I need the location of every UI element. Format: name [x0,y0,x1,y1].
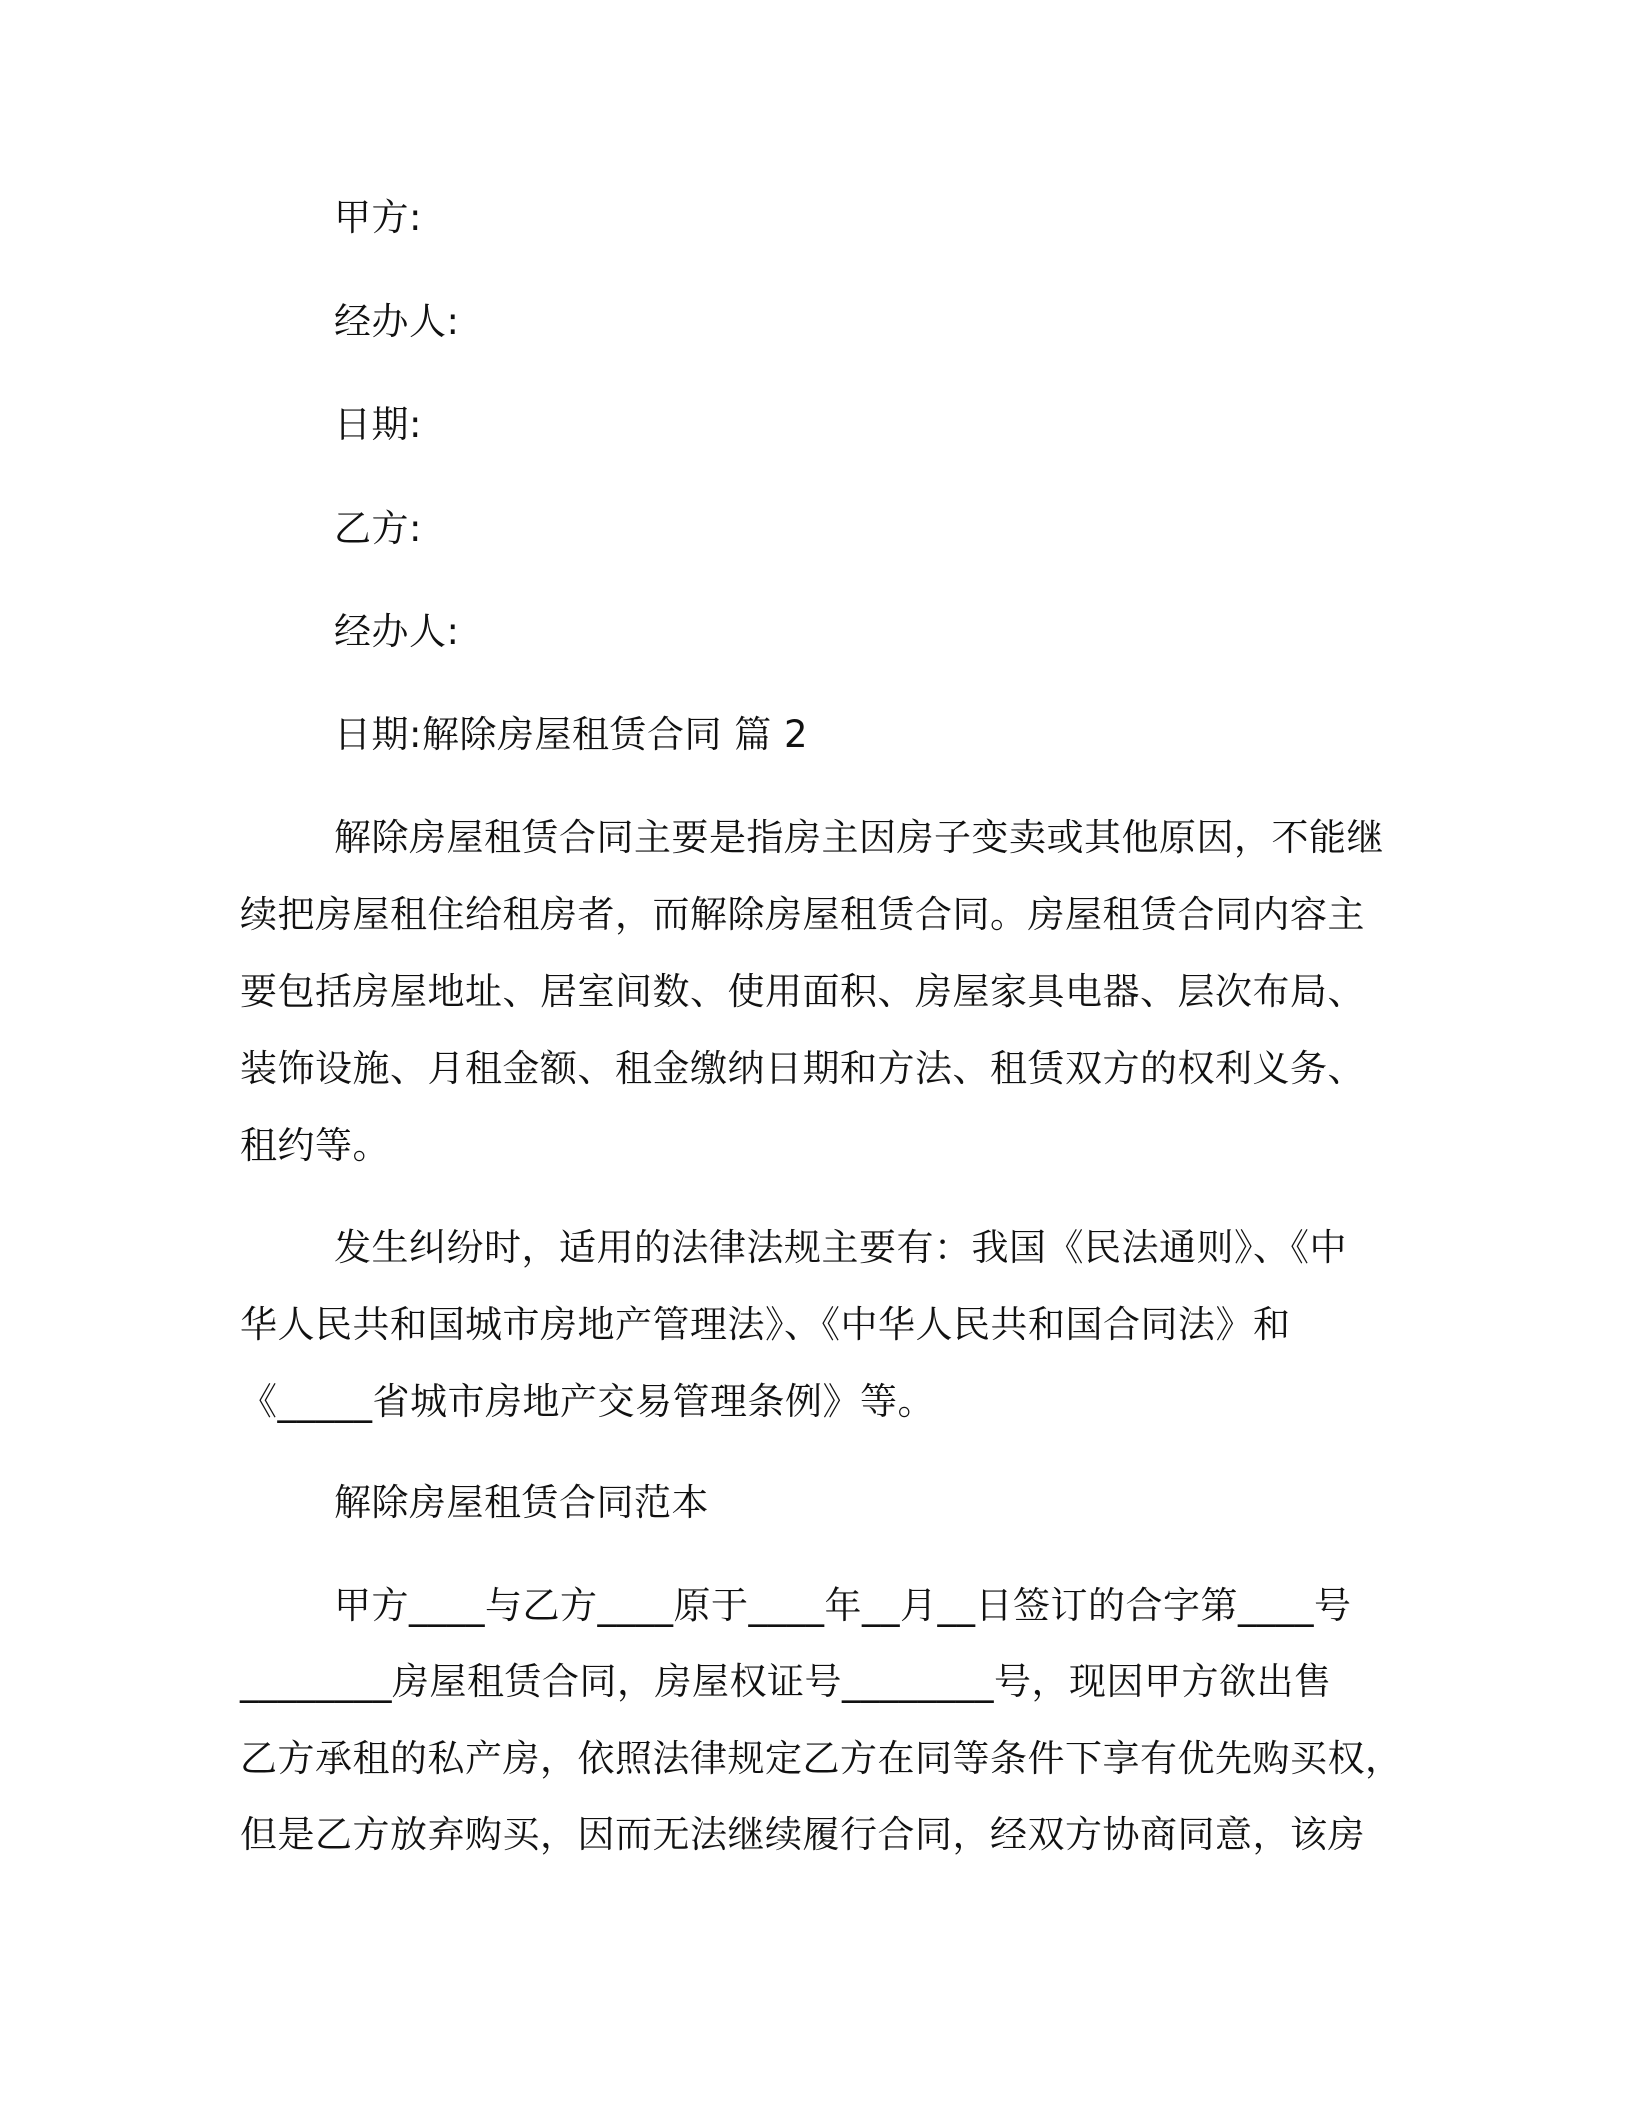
law-line: 发生纠纷时，适用的法律法规主要有：我国《民法通则》、《中 [334,1226,1347,1269]
template-heading: 解除房屋租赁合同范本 [334,1481,709,1524]
party-a-label: 甲方: [334,196,422,239]
date-and-section-heading: 日期:解除房屋租赁合同 篇 2 [334,713,809,756]
intro-line: 续把房屋租住给租房者，而解除房屋租赁合同。房屋租赁合同内容主 [240,893,1365,936]
intro-line: 租约等。 [240,1124,390,1167]
agent-label-2: 经办人: [334,610,460,653]
party-b-label: 乙方: [334,507,422,550]
law-line: 华人民共和国城市房地产管理法》、《中华人民共和国合同法》和 [240,1303,1291,1346]
template-line: 但是乙方放弃购买，因而无法继续履行合同，经双方协商同意，该房 [240,1813,1365,1856]
intro-line: 装饰设施、月租金额、租金缴纳日期和方法、租赁双方的权利义务、 [240,1047,1365,1090]
intro-line: 要包括房屋地址、居室间数、使用面积、房屋家具电器、层次布局、 [240,970,1365,1013]
template-line: 乙方承租的私产房，依照法律规定乙方在同等条件下享有优先购买权， [240,1737,1403,1780]
intro-line: 解除房屋租赁合同主要是指房主因房子变卖或其他原因，不能继 [334,816,1384,859]
date-label-1: 日期: [334,403,422,446]
agent-label-1: 经办人: [334,300,460,343]
template-line: 甲方____与乙方____原于____年__月__日签订的合字第____号 [334,1584,1352,1627]
law-line: 《_____省城市房地产交易管理条例》等。 [240,1380,935,1423]
template-line: ________房屋租赁合同，房屋权证号________号，现因甲方欲出售 [240,1660,1332,1703]
